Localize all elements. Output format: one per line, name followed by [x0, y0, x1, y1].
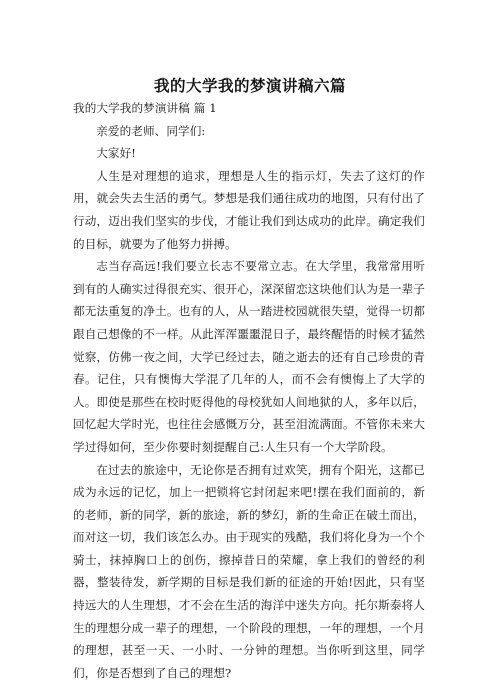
paragraph: 在过去的旅途中，无论你是否拥有过欢笑，拥有个阳光，这都已成为永远的记忆，加上一把锁将它封闭起来吧!摆在我们面前的，新的老师，新的同学，新的旅途，新的梦幻，新的生命正在破土而出，而对这一切，我们该怎么办。由于现实的残酷，我们将化身为一个个骑士，抹掉胸口上的创伤，擦掉昔日的荣耀，拿上我们的曾经的利器，整装待发，新学期的目标是我们新的征途的开始!因此，只有坚持远大的人生理想，才不会在生活的海洋中迷失方向。托尔斯泰将人生的理想分成一辈子的理想，一个阶段的理想，一年的理想，一个月的理想，甚至一天、一小时、一分钟的理想。当你听到这里，同学们，你是否想到了自己的理想?	[73, 459, 425, 684]
section-heading: 我的大学我的梦演讲稿 篇 1	[73, 97, 425, 120]
document-title: 我的大学我的梦演讲稿六篇	[0, 74, 500, 96]
paragraph: 人生是对理想的追求，理想是人生的指示灯，失去了这灯的作用，就会失去生活的勇气。梦想是我们通往成功的地图，只有付出了行动，迈出我们坚实的步伐，才能让我们到达成功的此岸。确定我们的目标，就要为了他努力拼搏。	[73, 165, 425, 255]
paragraph: 志当存高远!我们要立长志不要常立志。在大学里，我常常用听到有的人确实过得很充实、很开心，深深留恋这块他们认为是一辈子都无法重复的净土。也有的人，从一踏进校园就很失望，觉得一切都跟自己想像的不一样。从此浑浑噩噩混日子，最终醒悟的时候才猛然觉察，仿佛一夜之间，大学已经过去，随之逝去的还有自己珍贵的青春。记住，只有懊悔大学混了几年的人，而不会有懊悔上了大学的人。即使是那些在校时贬得他的母校犹如人间地狱的人，多年以后，回忆起大学时光，也往往会感慨万分，甚至泪流满面。不管你未来大学过得如何，至少你要时刻提醒自己:人生只有一个大学阶段。	[73, 255, 425, 458]
document-body	[73, 97, 425, 684]
salutation: 亲爱的老师、同学们:	[73, 120, 425, 143]
greeting: 大家好!	[73, 142, 425, 165]
